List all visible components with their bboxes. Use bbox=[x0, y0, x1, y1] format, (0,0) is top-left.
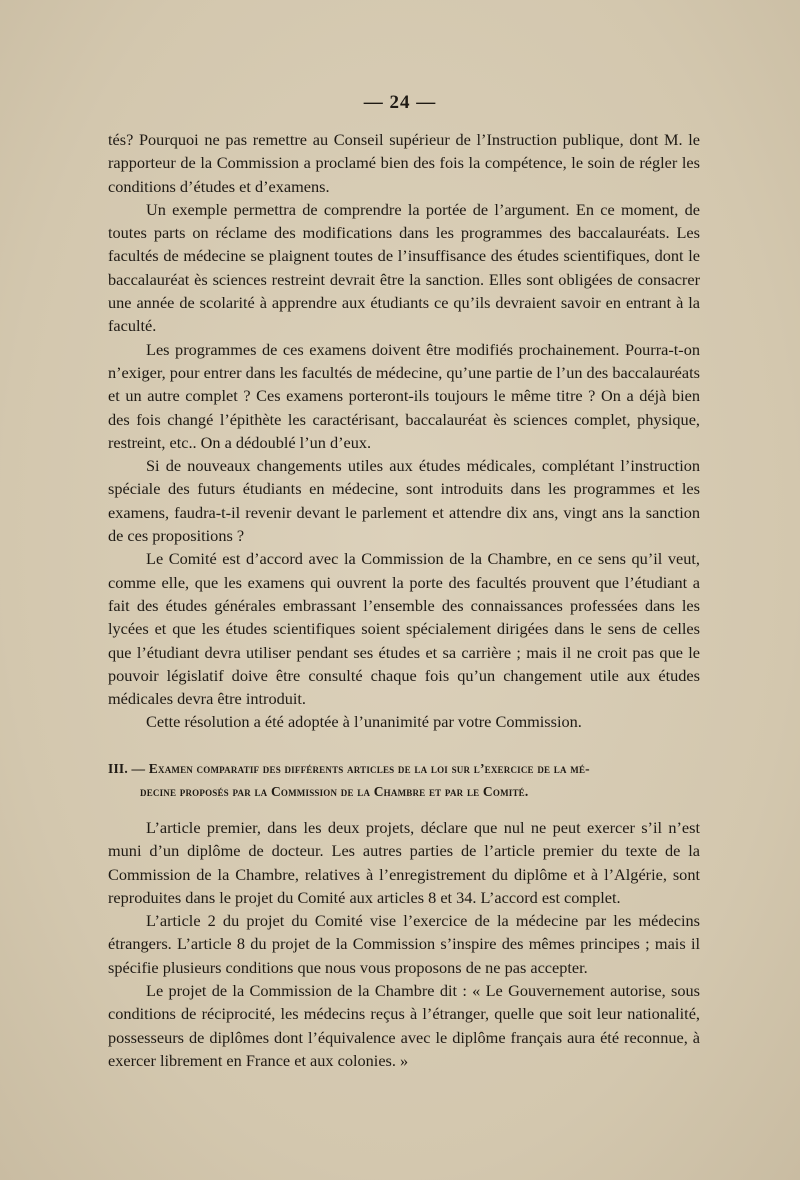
body-text-top bbox=[108, 128, 700, 734]
section-heading-line2: decine proposés par la Commission de la Chambre et par le Comité. bbox=[140, 784, 529, 799]
paragraph: Les programmes de ces examens doivent être modifiés prochainement. Pourra-t-on n’exiger, pour entrer dans les facultés de médecine, qu’une partie de l’un des baccalauréats et un autre complet ? Ces examens porteront-ils toujours le même titre ? On a déjà bien des fois changé l’épithète les caractérisant, baccalauréat ès sciences complet, physique, restreint, etc.. On a dédoublé l’un d’eux. bbox=[108, 339, 700, 452]
paragraph: Le Comité est d’accord avec la Commission de la Chambre, en ce sens qu’il veut, comme elle, que les examens qui ouvrent la porte des facultés prouvent que l’étudiant a fait des études générales embrassant l’ensemble des connaissances professées dans les lycées et que les études scientifiques soient spécialement dirigées dans le sens de celles que l’étudiant devra utiliser pendant ses études et sa carrière ; mais il ne croit pas que le pouvoir législatif doive être consulté chaque fois qu’un changement utile aux études médicales devra être introduit. bbox=[108, 549, 700, 709]
page-number: — 24 — bbox=[363, 92, 437, 113]
paragraph: L’article premier, dans les deux projets, déclare que nul ne peut exercer s’il n’est muni d’un diplôme de docteur. Les autres parties de l’article premier du texte de la Commission de la Chambre, relatives à l’enregistrement du diplôme et à l’Algérie, sont reproduites dans le projet du Comité aux articles 8 et 34. L’accord est complet. bbox=[108, 818, 700, 907]
paragraph: Le projet de la Commission de la Chambre dit : « Le Gouvernement autorise, sous conditions de réciprocité, les médecins reçus à l’étranger, quelle que soit leur nationalité, possesseurs de diplômes dont l’équivalence avec le diplôme français aura été reconnue, à exercer librement en France et aux colonies. » bbox=[108, 981, 700, 1070]
paragraph: tés? Pourquoi ne pas remettre au Conseil supérieur de l’Instruction publique, dont M. le rapporteur de la Commission a proclamé bien des fois la compétence, le soin de régler les conditions d’études et d’examens. bbox=[108, 130, 700, 196]
section-heading-line1: III. — Examen comparatif des différents articles de la loi sur l’exercice de la mé- bbox=[108, 761, 590, 776]
paragraph: Un exemple permettra de comprendre la portée de l’argument. En ce moment, de toutes parts on réclame des modifications dans les programmes des baccalauréats. Les facultés de médecine se plaignent toutes de l’insuffisance des études scientifiques, dont le baccalauréat ès sciences restreint devrait être la sanction. Elles sont obligées de consacrer une année de scolarité à apprendre aux étudiants ce qu’ils devraient savoir en entrant à la faculté. bbox=[108, 199, 700, 336]
section-heading bbox=[108, 757, 700, 803]
paragraph: L’article 2 du projet du Comité vise l’exercice de la médecine par les médecins étrangers. L’article 8 du projet de la Commission s’inspire des mêmes principes ; mais il spécifie plusieurs conditions que nous vous proposons de ne pas accepter. bbox=[108, 911, 700, 977]
paragraph: Cette résolution a été adoptée à l’unanimité par votre Commission. bbox=[146, 712, 582, 732]
paragraph: Si de nouveaux changements utiles aux études médicales, complétant l’instruction spéciale des futurs étudiants en médecine, sont introduits dans les programmes et les examens, faudra-t-il revenir devant le parlement et attendre dix ans, vingt ans la sanction de ces propositions ? bbox=[108, 456, 700, 546]
body-text-bottom bbox=[108, 816, 700, 1072]
